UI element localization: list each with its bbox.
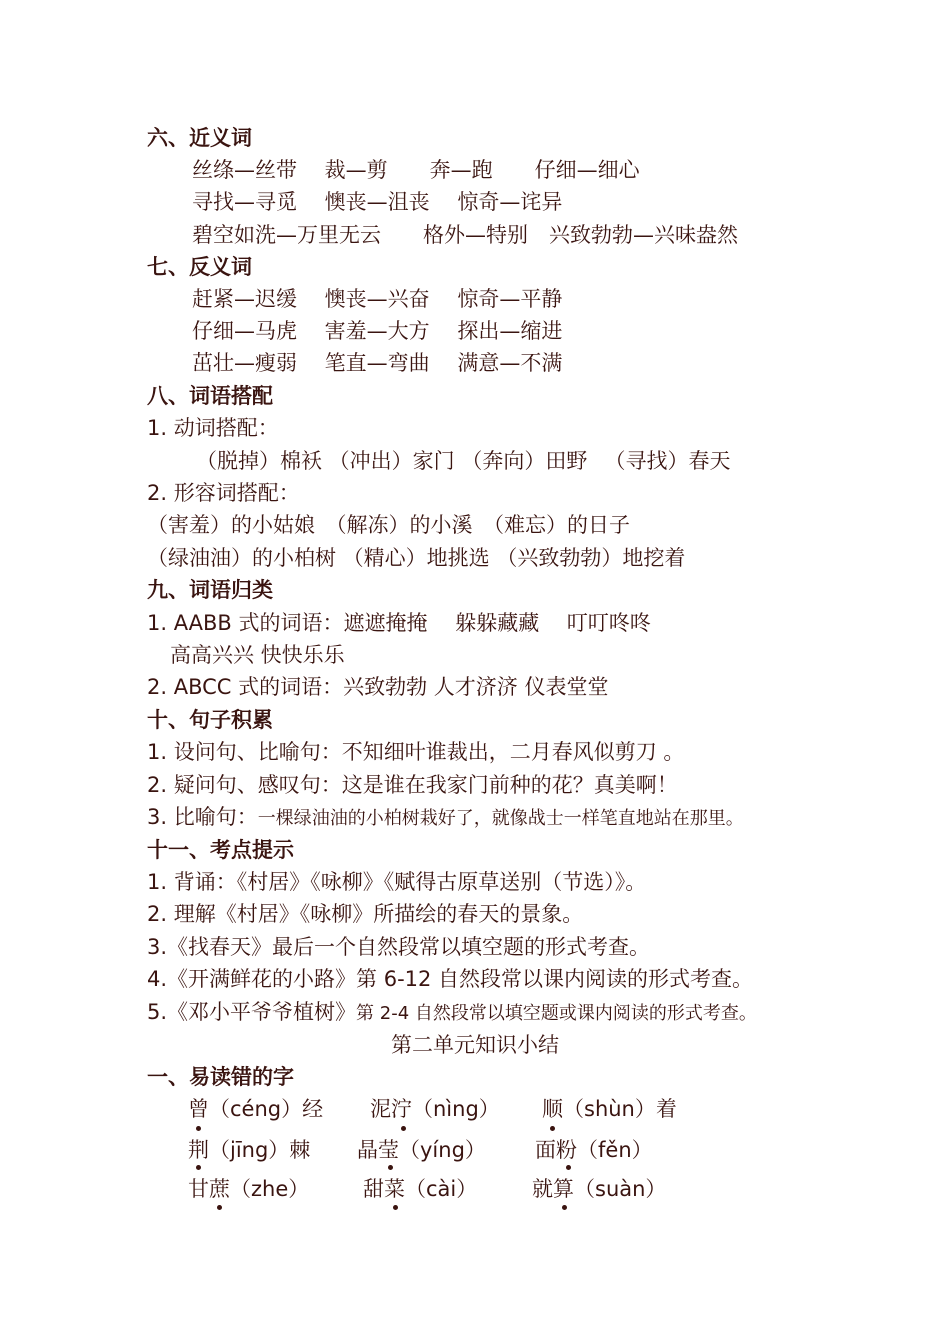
aabb-words: 1. AABB 式的词语：遮遮掩掩 躲躲藏藏 叮叮咚咚: [147, 611, 651, 635]
aabb-words-continued: 高高兴兴 快快乐乐: [170, 643, 345, 667]
antonym-row: 茁壮—瘦弱 笔直—弯曲 满意—不满: [192, 351, 563, 375]
emphasis-dot: [196, 1126, 201, 1131]
emphasis-dot: [393, 1205, 398, 1210]
exam-tip-line: 2. 理解《村居》《咏柳》所描绘的春天的景象。: [147, 902, 584, 926]
pinyin-item: 曾（céng）经: [188, 1097, 324, 1121]
exam-tip-line: 1. 背诵：《村居》《咏柳》《赋得古原草送别（节选）》。: [147, 870, 647, 894]
exam-tip-text: 第 2-4 自然段常以填空题或课内阅读的形式考查。: [356, 1003, 757, 1024]
adjective-collocation-row: （害羞）的小姑娘 （解冻）的小溪 （难忘）的日子: [147, 513, 630, 537]
emphasis-dot: [388, 1165, 393, 1170]
emphasis-dot: [566, 1165, 571, 1170]
emphasis-dot: [550, 1126, 555, 1131]
section-title-synonyms: 六、近义词: [147, 126, 252, 150]
adjective-collocation-label: 2. 形容词搭配：: [147, 481, 300, 505]
emphasis-dot: [217, 1205, 222, 1210]
emphasis-dot: [401, 1126, 406, 1131]
pinyin-item: 就算（suàn）: [532, 1177, 667, 1201]
sentence-line: 1. 设问句、比喻句：不知细叶谁裁出，二月春风似剪刀 。: [147, 740, 685, 764]
synonym-row: 碧空如洗—万里无云 格外—特别 兴致勃勃—兴味盎然: [192, 223, 738, 247]
sentence-text: 一棵绿油油的小柏树栽好了，就像战士一样笔直地站在那里。: [257, 808, 744, 829]
antonym-row: 仔细—马虎 害羞—大方 探出—缩进: [192, 319, 563, 343]
exam-tip-label: 5.《邓小平爷爷植树》: [147, 1000, 357, 1024]
adjective-collocation-row: （绿油油）的小柏树 （精心）地挑选 （兴致勃勃）地挖着: [147, 546, 686, 570]
pinyin-item: 荆（jīng）棘: [188, 1138, 311, 1162]
verb-collocation-row: （脱掉）棉袄 （冲出）家门 （奔向）田野 （寻找）春天: [196, 449, 731, 473]
pinyin-item: 晶莹（yíng）: [357, 1138, 486, 1162]
antonym-row: 赶紧—迟缓 懊丧—兴奋 惊奇—平静: [192, 287, 563, 311]
abcc-words: 2. ABCC 式的词语：兴致勃勃 人才济济 仪表堂堂: [147, 675, 609, 699]
section-title-exam-tips: 十一、考点提示: [147, 838, 294, 862]
emphasis-dot: [196, 1165, 201, 1170]
section-title-collocation: 八、词语搭配: [147, 384, 273, 408]
pinyin-item: 甘蔗（zhe）: [188, 1177, 310, 1201]
exam-tip-line: 4.《开满鲜花的小路》第 6-12 自然段常以课内阅读的形式考查。: [147, 967, 754, 991]
section-title-antonyms: 七、反义词: [147, 255, 252, 279]
sentence-line: 2. 疑问句、感叹句：这是谁在我家门前种的花？真美啊！: [147, 773, 678, 797]
section-title-misread-characters: 一、易读错的字: [147, 1065, 294, 1089]
exam-tip-line: 3.《找春天》最后一个自然段常以填空题的形式考查。: [147, 935, 651, 959]
sentence-label: 3. 比喻句：: [147, 805, 258, 829]
synonym-row: 丝绦—丝带 裁—剪 奔—跑 仔细—细心: [192, 158, 640, 182]
sentence-line: [147, 803, 744, 831]
section-title-classification: 九、词语归类: [147, 578, 273, 602]
section-title-sentences: 十、句子积累: [147, 708, 273, 732]
unit-title: 第二单元知识小结: [391, 1033, 559, 1057]
pinyin-item: 甜菜（cài）: [363, 1177, 478, 1201]
pinyin-item: 泥泞（nìng）: [370, 1097, 500, 1121]
pinyin-item: 面粉（fěn）: [535, 1138, 653, 1162]
emphasis-dot: [562, 1205, 567, 1210]
verb-collocation-label: 1. 动词搭配：: [147, 416, 279, 440]
pinyin-item: 顺（shùn）着: [542, 1097, 677, 1121]
synonym-row: 寻找—寻觅 懊丧—沮丧 惊奇—诧异: [192, 190, 563, 214]
exam-tip-line: [147, 998, 757, 1026]
